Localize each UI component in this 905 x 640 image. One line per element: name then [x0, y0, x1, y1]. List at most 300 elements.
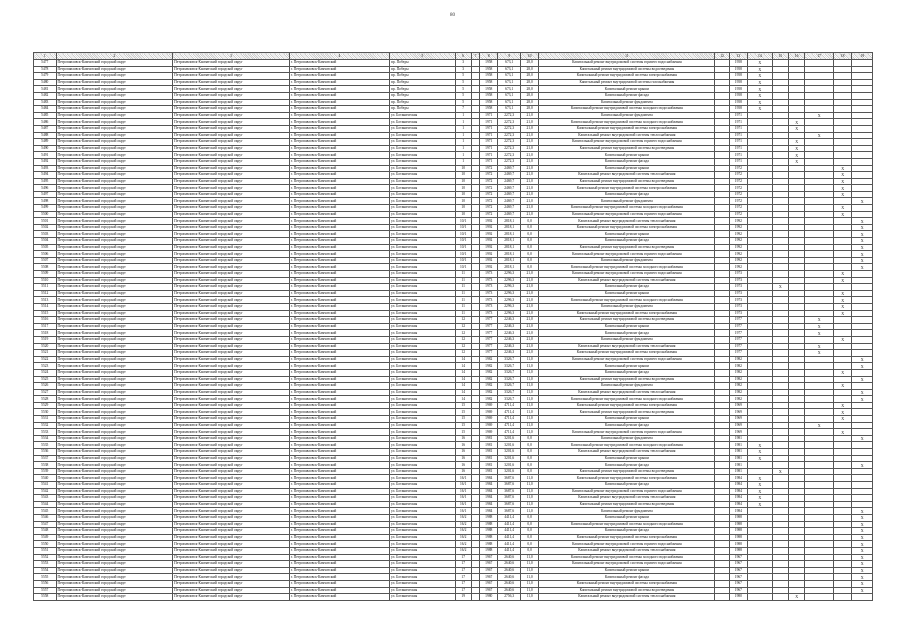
- empty-cell: [471, 541, 479, 548]
- table-row: [34, 343, 873, 350]
- empty-cell: [715, 66, 729, 73]
- period-mark-cell: Х: [748, 482, 773, 489]
- year-cell: 1992: [480, 224, 498, 231]
- row-id: 5544: [34, 501, 57, 508]
- period-mark-cell: [805, 508, 834, 515]
- period-mark-cell: [852, 455, 873, 462]
- city-cell: г. Петропавловск-Камчатский: [289, 112, 389, 119]
- period-mark-cell: [788, 449, 804, 456]
- area-cell: 3687,6: [498, 488, 521, 495]
- wear-cell: 11,0: [520, 561, 538, 568]
- empty-cell: [471, 495, 479, 502]
- empty-cell: [471, 284, 479, 291]
- table-row: [34, 323, 873, 330]
- period-mark-cell: [852, 79, 873, 86]
- plan-year-cell: 1973: [729, 290, 747, 297]
- street-cell: ул. Ботаническая: [390, 172, 455, 179]
- area-cell: 2818,1: [498, 224, 521, 231]
- district-cell: Петропавловск-Камчатский городской округ: [173, 60, 290, 67]
- period-mark-cell: [788, 330, 804, 337]
- area-cell: 3326,7: [498, 376, 521, 383]
- period-mark-cell: Х: [852, 541, 873, 548]
- house-cell: 10/1: [455, 264, 471, 271]
- year-cell: 1971: [480, 125, 498, 132]
- table-row: [34, 125, 873, 132]
- district-cell: Петропавловск-Камчатский городской округ: [173, 567, 290, 574]
- period-mark-cell: [852, 310, 873, 317]
- table-row: [34, 165, 873, 172]
- period-mark-cell: [805, 396, 834, 403]
- table-row: [34, 356, 873, 363]
- plan-year-cell: 1982: [729, 356, 747, 363]
- house-cell: 10: [455, 205, 471, 212]
- street-cell: ул. Ботаническая: [390, 284, 455, 291]
- house-cell: 11: [455, 297, 471, 304]
- period-mark-cell: [833, 238, 851, 245]
- district-cell: Петропавловск-Камчатский городской округ: [173, 468, 290, 475]
- house-cell: 1: [455, 145, 471, 152]
- header-cell: 12: [715, 53, 729, 60]
- wear-cell: 11,0: [520, 376, 538, 383]
- region-cell: Петропавловск-Камчатский городской округ: [56, 482, 173, 489]
- house-cell: 16/2: [455, 514, 471, 521]
- period-mark-cell: [805, 198, 834, 205]
- street-cell: ул. Ботаническая: [390, 416, 455, 423]
- house-cell: 16: [455, 462, 471, 469]
- street-cell: ул. Ботаническая: [390, 501, 455, 508]
- house-cell: 14: [455, 389, 471, 396]
- period-mark-cell: [772, 462, 788, 469]
- work-type-cell: Капитальный ремонт внутридомовой системы водоотведения: [539, 409, 715, 416]
- period-mark-cell: [833, 580, 851, 587]
- table-row: [34, 284, 873, 291]
- year-cell: 1967: [480, 587, 498, 594]
- city-cell: г. Петропавловск-Камчатский: [289, 297, 389, 304]
- house-cell: 11: [455, 284, 471, 291]
- empty-cell: [715, 238, 729, 245]
- period-mark-cell: Х: [748, 99, 773, 106]
- city-cell: г. Петропавловск-Камчатский: [289, 66, 389, 73]
- row-id: 5490: [34, 145, 57, 152]
- period-mark-cell: [805, 488, 834, 495]
- empty-cell: [715, 350, 729, 357]
- period-mark-cell: [748, 191, 773, 198]
- area-cell: 2296,3: [498, 310, 521, 317]
- year-cell: 1958: [480, 79, 498, 86]
- area-cell: 2296,3: [498, 284, 521, 291]
- empty-cell: [715, 429, 729, 436]
- region-cell: Петропавловск-Камчатский городской округ: [56, 521, 173, 528]
- table-row: [34, 198, 873, 205]
- period-mark-cell: [772, 271, 788, 278]
- wear-cell: 11,0: [520, 495, 538, 502]
- period-mark-cell: [772, 363, 788, 370]
- house-cell: 11: [455, 290, 471, 297]
- empty-cell: [715, 383, 729, 390]
- plan-year-cell: 1958: [729, 106, 747, 113]
- period-mark-cell: [805, 231, 834, 238]
- period-mark-cell: [833, 158, 851, 165]
- period-mark-cell: [805, 271, 834, 278]
- area-cell: 2246,3: [498, 323, 521, 330]
- region-cell: Петропавловск-Камчатский городской округ: [56, 303, 173, 310]
- area-cell: 3326,7: [498, 389, 521, 396]
- period-mark-cell: Х: [852, 462, 873, 469]
- period-mark-cell: Х: [748, 475, 773, 482]
- period-mark-cell: [748, 198, 773, 205]
- city-cell: г. Петропавловск-Камчатский: [289, 475, 389, 482]
- year-cell: 1972: [480, 211, 498, 218]
- region-cell: Петропавловск-Камчатский городской округ: [56, 119, 173, 126]
- district-cell: Петропавловск-Камчатский городской округ: [173, 574, 290, 581]
- work-type-cell: Капитальный ремонт крыши: [539, 165, 715, 172]
- work-type-cell: Капитальный ремонт внутридомовой системы электроснабжения: [539, 310, 715, 317]
- city-cell: г. Петропавловск-Камчатский: [289, 468, 389, 475]
- district-cell: Петропавловск-Камчатский городской округ: [173, 152, 290, 159]
- period-mark-cell: Х: [748, 449, 773, 456]
- area-cell: 3201,6: [498, 462, 521, 469]
- period-mark-cell: [772, 238, 788, 245]
- plan-year-cell: 1977: [729, 350, 747, 357]
- plan-year-cell: 1973: [729, 284, 747, 291]
- period-mark-cell: [833, 106, 851, 113]
- wear-cell: 21,0: [520, 205, 538, 212]
- empty-cell: [715, 330, 729, 337]
- table-body: [34, 60, 873, 601]
- empty-cell: [471, 343, 479, 350]
- period-mark-cell: [852, 468, 873, 475]
- table-row: [34, 416, 873, 423]
- empty-cell: [471, 271, 479, 278]
- header-row: [34, 53, 873, 60]
- table-row: [34, 231, 873, 238]
- city-cell: г. Петропавловск-Камчатский: [289, 73, 389, 80]
- plan-year-cell: 1982: [729, 369, 747, 376]
- period-mark-cell: [805, 79, 834, 86]
- street-cell: ул. Ботаническая: [390, 303, 455, 310]
- wear-cell: 0,0: [520, 435, 538, 442]
- district-cell: Петропавловск-Камчатский городской округ: [173, 125, 290, 132]
- city-cell: г. Петропавловск-Камчатский: [289, 211, 389, 218]
- street-cell: ул. Ботаническая: [390, 218, 455, 225]
- period-mark-cell: [805, 383, 834, 390]
- district-cell: Петропавловск-Камчатский городской округ: [173, 422, 290, 429]
- year-cell: 1958: [480, 73, 498, 80]
- period-mark-cell: [852, 60, 873, 67]
- house-cell: 1: [455, 119, 471, 126]
- period-mark-cell: [788, 112, 804, 119]
- period-mark-cell: Х: [748, 73, 773, 80]
- plan-year-cell: 1992: [729, 257, 747, 264]
- period-mark-cell: Х: [833, 336, 851, 343]
- row-id: 5515: [34, 310, 57, 317]
- region-cell: Петропавловск-Камчатский городской округ: [56, 277, 173, 284]
- year-cell: 1982: [480, 356, 498, 363]
- period-mark-cell: [805, 185, 834, 192]
- period-mark-cell: [852, 211, 873, 218]
- empty-cell: [471, 277, 479, 284]
- row-id: 5528: [34, 396, 57, 403]
- table-row: [34, 224, 873, 231]
- year-cell: 1992: [480, 257, 498, 264]
- period-mark-cell: [805, 468, 834, 475]
- work-type-cell: Капитальный ремонт внутридомовой системы водоотведения: [539, 178, 715, 185]
- period-mark-cell: [852, 172, 873, 179]
- period-mark-cell: [748, 231, 773, 238]
- wear-cell: 21,0: [520, 310, 538, 317]
- region-cell: Петропавловск-Камчатский городской округ: [56, 468, 173, 475]
- period-mark-cell: [788, 178, 804, 185]
- table-row: [34, 112, 873, 119]
- plan-year-cell: 1967: [729, 561, 747, 568]
- house-cell: 10/1: [455, 238, 471, 245]
- period-mark-cell: Х: [748, 455, 773, 462]
- year-cell: 1981: [480, 442, 498, 449]
- row-id: 5506: [34, 251, 57, 258]
- street-cell: ул. Ботаническая: [390, 158, 455, 165]
- period-mark-cell: [788, 468, 804, 475]
- year-cell: 1984: [480, 482, 498, 489]
- table-row: [34, 409, 873, 416]
- plan-year-cell: 1967: [729, 580, 747, 587]
- area-cell: 3687,6: [498, 495, 521, 502]
- period-mark-cell: [833, 449, 851, 456]
- region-cell: Петропавловск-Камчатский городской округ: [56, 442, 173, 449]
- header-cell: 1: [34, 53, 57, 60]
- header-cell: 11: [539, 53, 715, 60]
- table-row: [34, 514, 873, 521]
- wear-cell: 11,0: [520, 416, 538, 423]
- street-cell: пр. Победы: [390, 73, 455, 80]
- period-mark-cell: [772, 330, 788, 337]
- period-mark-cell: [805, 534, 834, 541]
- street-cell: ул. Ботаническая: [390, 317, 455, 324]
- period-mark-cell: [772, 534, 788, 541]
- row-id: 5519: [34, 336, 57, 343]
- district-cell: Петропавловск-Камчатский городской округ: [173, 218, 290, 225]
- period-mark-cell: Х: [852, 514, 873, 521]
- city-cell: г. Петропавловск-Камчатский: [289, 106, 389, 113]
- empty-cell: [471, 310, 479, 317]
- region-cell: Петропавловск-Камчатский городской округ: [56, 244, 173, 251]
- period-mark-cell: [788, 389, 804, 396]
- wear-cell: 11,0: [520, 508, 538, 515]
- period-mark-cell: Х: [852, 218, 873, 225]
- plan-year-cell: 1977: [729, 323, 747, 330]
- work-type-cell: Капитальный ремонт крыши: [539, 416, 715, 423]
- work-type-cell: Капитальный ремонт внутридомовой системы холодного водоснабжения: [539, 521, 715, 528]
- period-mark-cell: [772, 442, 788, 449]
- work-type-cell: Капитальный ремонт внутридомовой системы холодного водоснабжения: [539, 264, 715, 271]
- wear-cell: 11,0: [520, 594, 538, 601]
- work-type-cell: Капитальный ремонт внутридомовой системы горячего водоснабжения: [539, 271, 715, 278]
- plan-year-cell: 1971: [729, 152, 747, 159]
- area-cell: 2296,3: [498, 271, 521, 278]
- work-type-cell: Капитальный ремонт крыши: [539, 323, 715, 330]
- plan-year-cell: 1992: [729, 218, 747, 225]
- wear-cell: 0,0: [520, 238, 538, 245]
- period-mark-cell: [805, 369, 834, 376]
- work-type-cell: Капитальный ремонт внутридомовой системы холодного водоснабжения: [539, 297, 715, 304]
- table-row: [34, 488, 873, 495]
- period-mark-cell: [833, 462, 851, 469]
- street-cell: ул. Ботаническая: [390, 271, 455, 278]
- district-cell: Петропавловск-Камчатский городской округ: [173, 435, 290, 442]
- period-mark-cell: [788, 356, 804, 363]
- period-mark-cell: [748, 330, 773, 337]
- work-type-cell: Капитальный ремонт фасада: [539, 528, 715, 535]
- area-cell: 2246,3: [498, 317, 521, 324]
- period-mark-cell: [788, 317, 804, 324]
- empty-cell: [471, 106, 479, 113]
- area-cell: 2640,6: [498, 587, 521, 594]
- period-mark-cell: [772, 198, 788, 205]
- wear-cell: 21,0: [520, 152, 538, 159]
- work-type-cell: Капитальный ремонт внутридомовой системы горячего водоснабжения: [539, 211, 715, 218]
- period-mark-cell: [788, 462, 804, 469]
- region-cell: Петропавловск-Камчатский городской округ: [56, 238, 173, 245]
- wear-cell: 21,0: [520, 284, 538, 291]
- period-mark-cell: [833, 528, 851, 535]
- house-cell: 14: [455, 396, 471, 403]
- year-cell: 1972: [480, 172, 498, 179]
- plan-year-cell: 1958: [729, 92, 747, 99]
- period-mark-cell: Х: [852, 528, 873, 535]
- period-mark-cell: [833, 422, 851, 429]
- table-row: [34, 547, 873, 554]
- empty-cell: [715, 125, 729, 132]
- period-mark-cell: Х: [805, 330, 834, 337]
- table-row: [34, 271, 873, 278]
- row-id: 5534: [34, 435, 57, 442]
- period-mark-cell: [788, 257, 804, 264]
- year-cell: 1969: [480, 422, 498, 429]
- work-type-cell: Капитальный ремонт крыши: [539, 363, 715, 370]
- plan-year-cell: 1984: [729, 508, 747, 515]
- house-cell: 10: [455, 165, 471, 172]
- district-cell: Петропавловск-Камчатский городской округ: [173, 172, 290, 179]
- year-cell: 1977: [480, 317, 498, 324]
- plan-year-cell: 1988: [729, 541, 747, 548]
- city-cell: г. Петропавловск-Камчатский: [289, 594, 389, 601]
- table-row: [34, 303, 873, 310]
- plan-year-cell: 1972: [729, 205, 747, 212]
- plan-year-cell: 1981: [729, 468, 747, 475]
- district-cell: Петропавловск-Камчатский городской округ: [173, 290, 290, 297]
- plan-year-cell: 1988: [729, 534, 747, 541]
- plan-year-cell: 1969: [729, 422, 747, 429]
- period-mark-cell: [748, 514, 773, 521]
- period-mark-cell: Х: [788, 594, 804, 601]
- period-mark-cell: [805, 521, 834, 528]
- work-type-cell: Капитальный ремонт внутридомовой системы теплоснабжения: [539, 132, 715, 139]
- empty-cell: [715, 92, 729, 99]
- period-mark-cell: [788, 521, 804, 528]
- empty-cell: [471, 165, 479, 172]
- district-cell: Петропавловск-Камчатский городской округ: [173, 508, 290, 515]
- street-cell: ул. Ботаническая: [390, 363, 455, 370]
- period-mark-cell: Х: [852, 567, 873, 574]
- row-id: 5524: [34, 369, 57, 376]
- year-cell: 1969: [480, 402, 498, 409]
- period-mark-cell: [772, 66, 788, 73]
- period-mark-cell: Х: [748, 442, 773, 449]
- period-mark-cell: [772, 139, 788, 146]
- table-row: [34, 541, 873, 548]
- street-cell: ул. Ботаническая: [390, 521, 455, 528]
- period-mark-cell: [852, 330, 873, 337]
- region-cell: Петропавловск-Камчатский городской округ: [56, 435, 173, 442]
- region-cell: Петропавловск-Камчатский городской округ: [56, 455, 173, 462]
- work-type-cell: Капитальный ремонт внутридомовой системы теплоснабжения: [539, 277, 715, 284]
- plan-year-cell: 1982: [729, 383, 747, 390]
- table-row: [34, 60, 873, 67]
- work-type-cell: Капитальный ремонт внутридомовой системы горячего водоснабжения: [539, 251, 715, 258]
- area-cell: 2469,7: [498, 191, 521, 198]
- period-mark-cell: [772, 145, 788, 152]
- period-mark-cell: [788, 488, 804, 495]
- period-mark-cell: [805, 442, 834, 449]
- area-cell: 673,1: [498, 92, 521, 99]
- city-cell: г. Петропавловск-Камчатский: [289, 376, 389, 383]
- period-mark-cell: [852, 488, 873, 495]
- period-mark-cell: [748, 547, 773, 554]
- row-id: 5517: [34, 323, 57, 330]
- period-mark-cell: [833, 455, 851, 462]
- work-type-cell: Капитальный ремонт внутридомовой системы электроснабжения: [539, 402, 715, 409]
- period-mark-cell: Х: [833, 416, 851, 423]
- district-cell: Петропавловск-Камчатский городской округ: [173, 99, 290, 106]
- table-row: [34, 455, 873, 462]
- period-mark-cell: [748, 594, 773, 601]
- period-mark-cell: [772, 554, 788, 561]
- period-mark-cell: [788, 482, 804, 489]
- street-cell: ул. Ботаническая: [390, 587, 455, 594]
- district-cell: Петропавловск-Камчатский городской округ: [173, 244, 290, 251]
- district-cell: Петропавловск-Камчатский городской округ: [173, 350, 290, 357]
- period-mark-cell: [805, 60, 834, 67]
- empty-cell: [471, 79, 479, 86]
- area-cell: 2246,3: [498, 350, 521, 357]
- period-mark-cell: [788, 191, 804, 198]
- house-cell: 16/1: [455, 475, 471, 482]
- plan-year-cell: 1982: [729, 389, 747, 396]
- street-cell: ул. Ботаническая: [390, 495, 455, 502]
- wear-cell: 21,0: [520, 178, 538, 185]
- empty-cell: [471, 244, 479, 251]
- area-cell: 3201,6: [498, 468, 521, 475]
- table-row: [34, 251, 873, 258]
- period-mark-cell: Х: [748, 501, 773, 508]
- period-mark-cell: Х: [852, 547, 873, 554]
- year-cell: 1971: [480, 132, 498, 139]
- period-mark-cell: [788, 303, 804, 310]
- period-mark-cell: Х: [805, 112, 834, 119]
- wear-cell: 21,0: [520, 112, 538, 119]
- area-cell: 673,1: [498, 79, 521, 86]
- period-mark-cell: [805, 501, 834, 508]
- year-cell: 1982: [480, 383, 498, 390]
- period-mark-cell: [772, 60, 788, 67]
- work-type-cell: Капитальный ремонт крыши: [539, 514, 715, 521]
- row-id: 5491: [34, 152, 57, 159]
- period-mark-cell: [833, 224, 851, 231]
- period-mark-cell: [852, 429, 873, 436]
- row-id: 5492: [34, 158, 57, 165]
- region-cell: Петропавловск-Камчатский городской округ: [56, 363, 173, 370]
- plan-year-cell: 1958: [729, 66, 747, 73]
- wear-cell: 0,0: [520, 462, 538, 469]
